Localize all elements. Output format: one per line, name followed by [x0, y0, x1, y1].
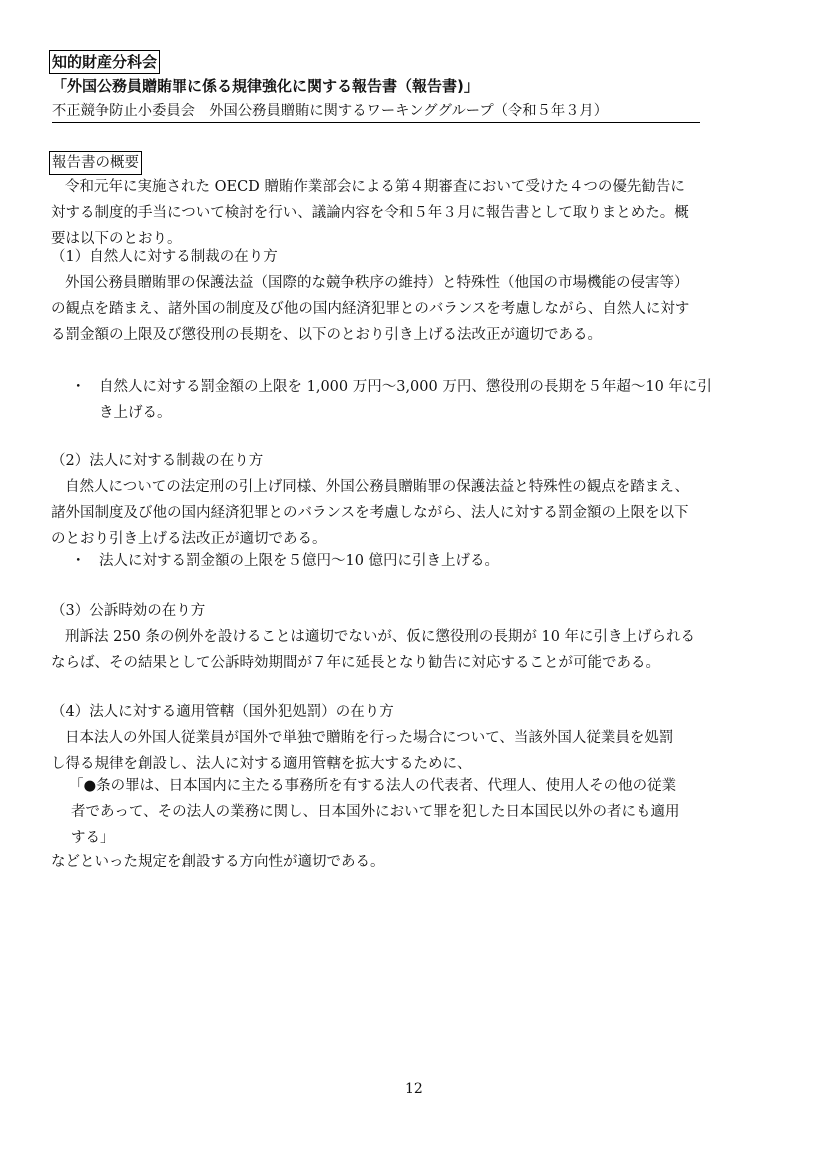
section-1: [51, 244, 779, 348]
text-line: 自然人についての法定刑の引上げ同様、外国公務員贈賄罪の保護法益と特殊性の観点を踏まえ、: [65, 479, 690, 495]
section-heading: （3）公訴時効の在り方: [51, 603, 206, 619]
text-line: 刑訴法 250 条の例外を設けることは適切でないが、仮に懲役刑の長期が 10 年に引き上げられる: [65, 629, 696, 645]
text-line: 法人に対する罰金額の上限を５億円～10 億円に引き上げる。: [99, 553, 500, 569]
overview-label: 報告書の概要: [49, 151, 142, 175]
text-line: 者であって、その法人の業務に関し、日本国外において罪を犯した日本国民以外の者にも適用: [71, 804, 680, 820]
text-line: 外国公務員贈賄罪の保護法益（国際的な競争秩序の維持）と特殊性（他国の市場機能の侵害等）: [65, 275, 689, 291]
bullet-mark: ・: [71, 553, 86, 569]
report-title: 「外国公務員贈賄罪に係る規律強化に関する報告書（報告書)」: [52, 77, 479, 95]
text-line: し得る規律を創設し、法人に対する適用管轄を拡大するために、: [51, 756, 472, 772]
section-heading: （4）法人に対する適用管轄（国外犯処罰）の在り方: [51, 704, 394, 720]
report-subtitle: 不正競争防止小委員会 外国公務員贈賄に関するワーキンググループ（令和５年３月）: [52, 101, 700, 123]
text-line: 自然人に対する罰金額の上限を 1,000 万円～3,000 万円、懲役刑の長期を５年超～10 年に引: [99, 379, 712, 395]
overview-paragraph: [51, 174, 779, 252]
page-number: 12: [405, 1081, 423, 1097]
text-line: 「●条の罪は、日本国内に主たる事務所を有する法人の代表者、代理人、使用人その他の従業: [69, 778, 677, 794]
text-line: などといった規定を創設する方向性が適切である。: [51, 854, 385, 870]
text-line: 諸外国制度及び他の国内経済犯罪とのバランスを考慮しながら、法人に対する罰金額の上限を以下: [51, 505, 689, 521]
section-heading: （2）法人に対する制裁の在り方: [51, 453, 264, 469]
department-label: 知的財産分科会: [49, 50, 160, 74]
text-line: 要は以下のとおり。: [51, 231, 182, 247]
quoted-provision: [69, 773, 779, 851]
bullet-item: [51, 548, 779, 574]
section-4-closing: [51, 849, 779, 875]
section-3: [51, 598, 779, 676]
text-line: 対する制度的手当について検討を行い、議論内容を令和５年３月に報告書として取りまとめた。概: [51, 205, 689, 221]
section-heading: （1）自然人に対する制裁の在り方: [51, 249, 278, 265]
text-line: のとおり引き上げる法改正が適切である。: [51, 531, 327, 547]
section-2: [51, 448, 779, 552]
text-line: する」: [71, 830, 115, 846]
text-line: ならば、その結果として公訴時効期間が７年に延長となり勧告に対応することが可能である。: [51, 655, 660, 671]
bullet-mark: ・: [71, 379, 86, 395]
section-4: [51, 699, 779, 777]
text-line: き上げる。: [99, 405, 172, 421]
text-line: 令和元年に実施された OECD 贈賄作業部会による第４期審査において受けた４つの優先勧告に: [65, 179, 685, 195]
text-line: の観点を踏まえ、諸外国の制度及び他の国内経済犯罪とのバランスを考慮しながら、自然人に対す: [51, 301, 690, 317]
text-line: る罰金額の上限及び懲役刑の長期を、以下のとおり引き上げる法改正が適切である。: [51, 327, 602, 343]
text-line: 日本法人の外国人従業員が国外で単独で贈賄を行った場合について、当該外国人従業員を処罰: [65, 730, 674, 746]
bullet-item: [51, 374, 779, 426]
